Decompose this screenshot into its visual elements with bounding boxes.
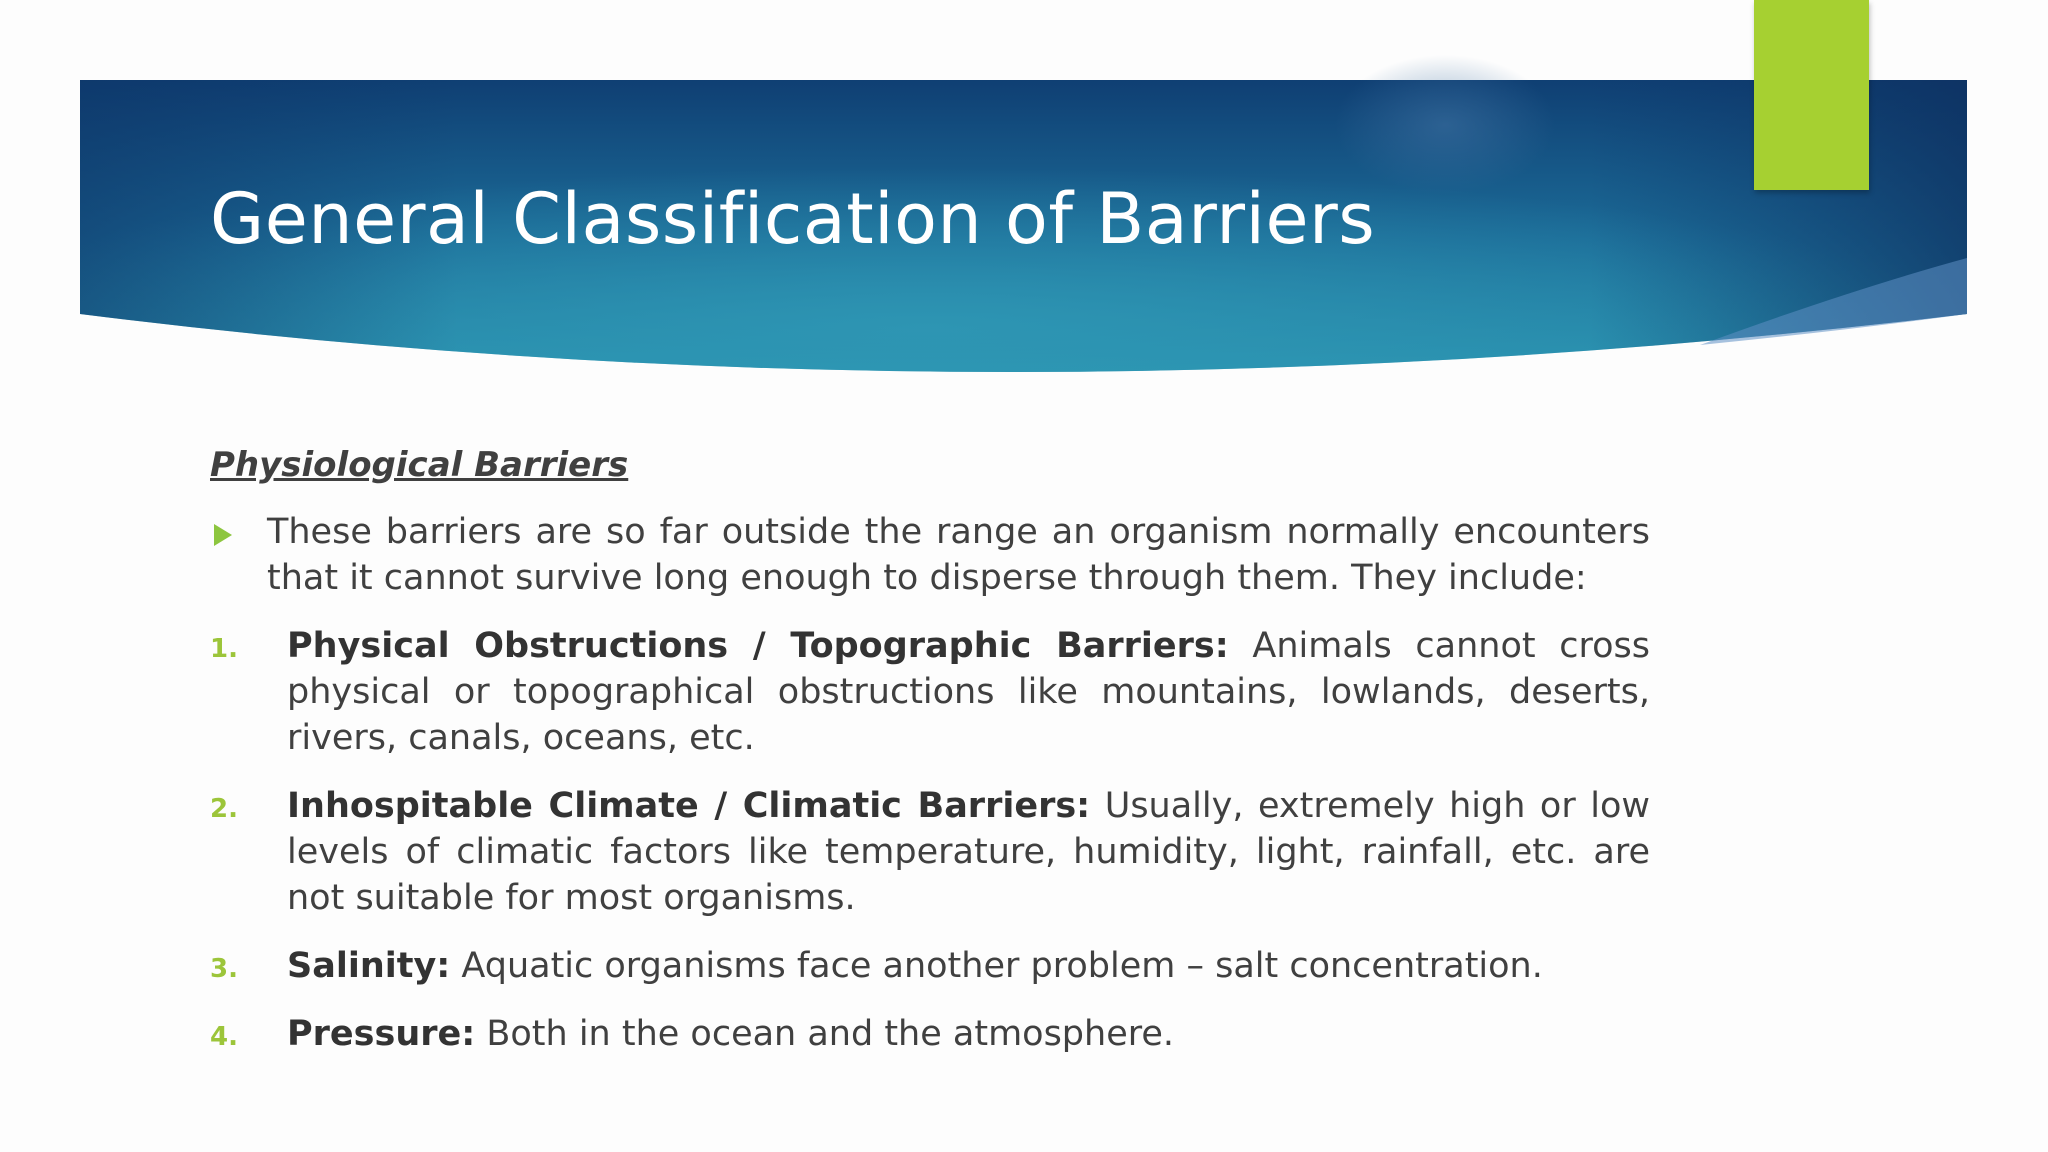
item-term: Pressure:	[287, 1014, 476, 1054]
item-number: 3.	[210, 954, 238, 984]
item-number: 4.	[210, 1022, 238, 1052]
item-term: Salinity:	[287, 946, 451, 986]
triangle-bullet-icon	[214, 524, 232, 546]
list-item	[210, 943, 1650, 989]
accent-bar	[1754, 0, 1869, 190]
item-term: Physical Obstructions / Topographic Barriers:	[287, 626, 1229, 666]
item-number: 1.	[210, 634, 238, 664]
item-text: Aquatic organisms face another problem – salt concentration.	[450, 946, 1543, 986]
slide-title: General Classification of Barriers	[210, 178, 1376, 260]
subheading: Physiological Barriers	[210, 445, 629, 485]
slide-body	[210, 445, 1650, 1079]
intro-text: These barriers are so far outside the range an organism normally encounters that it cannot survive long enough to disperse through them. They include:	[267, 512, 1650, 598]
item-number: 2.	[210, 794, 238, 824]
intro-bullet	[210, 509, 1650, 601]
item-text: Usually, extremely high or low levels of climatic factors like temperature, humidity, light, rainfall, etc. are not suitable for most organisms.	[287, 786, 1651, 918]
list-item	[210, 623, 1650, 761]
item-term: Inhospitable Climate / Climatic Barriers:	[287, 786, 1091, 826]
item-text: Animals cannot cross physical or topographical obstructions like mountains, lowlands, deserts, rivers, canals, oceans, etc.	[287, 626, 1651, 758]
list-item	[210, 1011, 1650, 1057]
list-item	[210, 783, 1650, 921]
item-text: Both in the ocean and the atmosphere.	[475, 1014, 1175, 1054]
